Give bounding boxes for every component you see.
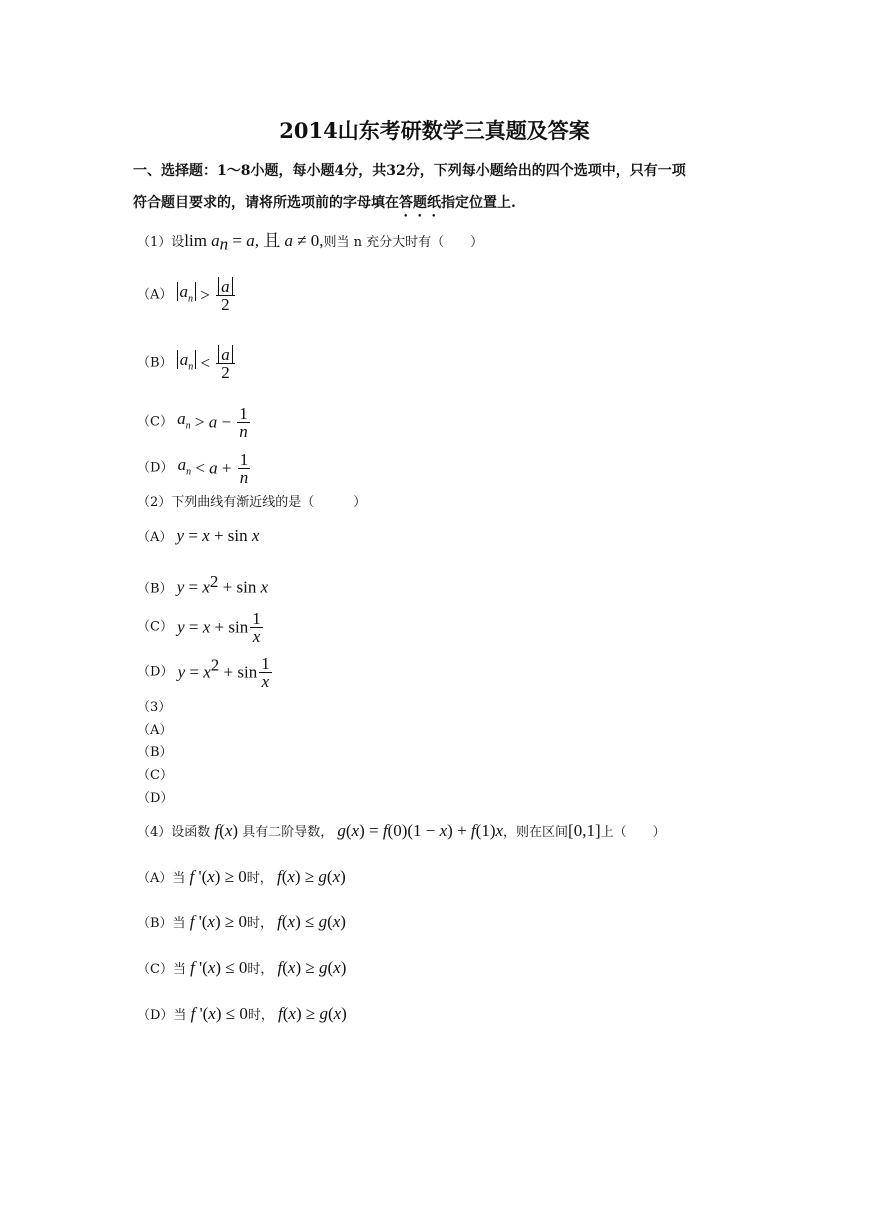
question-2-option-c: （C） y = x + sin $\frac{1}{x}$ [137, 609, 261, 646]
question-1-option-a: （A） $a_n$ > $\frac{a}{2}$ [137, 278, 237, 313]
section-heading-line1: 一、选择题：1～8小题，每小题4分，共32分，下列每小题给出的四个选项中，只有一项 [133, 163, 686, 179]
question-1-stem: （1）设$\lim a_n = a$, 且 a ≠ 0,则当 n 充分大时有（ ） [137, 231, 484, 254]
question-4-option-a: （A）当 f '(x) ≥ 0时， f(x) ≥ g(x) [137, 867, 346, 886]
question-3-option-b: （B） [137, 745, 173, 760]
question-3-option-d: （D） [137, 791, 174, 806]
question-3-option-c: （C） [137, 768, 173, 783]
question-4-option-d: （D）当 f '(x) ≤ 0时， f(x) ≥ g(x) [137, 1004, 347, 1023]
question-1-option-b: （B） $a_n$ < $\frac{a}{2}$ [137, 346, 237, 381]
question-2-stem: （2）下列曲线有渐近线的是（ ） [137, 495, 367, 510]
question-4-option-c: （C）当 f '(x) ≤ 0时， f(x) ≥ g(x) [137, 958, 347, 977]
question-4-option-b: （B）当 f '(x) ≥ 0时， f(x) ≤ g(x) [137, 912, 346, 931]
question-1-option-c: （C） $a_n > a$ − $\frac{1}{n}$ [137, 404, 248, 441]
question-4-stem: （4）设函数 f(x) 具有二阶导数， g(x) = f(0)(1 − x) + f(1)x，则在区间[0,1]上（ ） [137, 821, 666, 840]
section-heading-line2: 符合题目要求的，请将所选项前的字母填在答题纸指定位置上. [133, 195, 516, 211]
question-2-option-a: （A） y = x + sin x [137, 526, 260, 545]
question-2-option-d: （D） $y = x^2 + \sin$ $\frac{1}{x}$ [137, 654, 270, 691]
question-3-option-a: （A） [137, 723, 173, 738]
question-2-option-b: （B） $y = x^2 + \sin x$ [137, 572, 269, 597]
page-title: 2014山东考研数学三真题及答案 [279, 118, 590, 143]
question-1-option-d: （D） $a_n < a$ + $\frac{1}{n}$ [137, 450, 249, 487]
question-3-stem: （3） [137, 700, 172, 715]
